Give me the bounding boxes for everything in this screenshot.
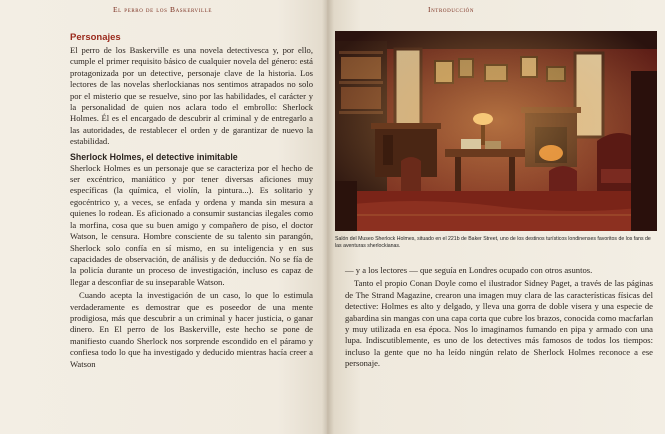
museum-parlor-photo <box>335 31 657 231</box>
paragraph: Tanto el propio Conan Doyle como el ilustrador Sidney Paget, a través de las páginas de The Strand Magazine, crearon una imagen muy clara de las características físicas del detective: Holmes es alto y delgado, y lleva una gorra de doble visera y una especie de gabardina sin mangas con una capa corta que cubre los brazos, conocida como macfarlan y muy utilizada en esa época. Nos lo imaginamos fumando en pipa y armado con una lupa. Indiscutiblemente, es uno de los detectives más famosos de todos los tiempos: incluso la gente que no ha leído ningún relato de Sherlock Holmes reconoce a ese personaje. <box>345 278 653 369</box>
left-text-column <box>70 32 313 370</box>
museum-parlor-illustration <box>335 31 657 231</box>
subsection-title: Sherlock Holmes, el detective inimitable <box>70 151 238 162</box>
right-page <box>327 0 665 434</box>
running-head-left: El perro de los Baskerville <box>113 5 212 14</box>
right-text-column <box>345 265 653 370</box>
left-page <box>0 0 327 434</box>
section-title: Personajes <box>70 32 121 43</box>
book-gutter <box>322 0 334 434</box>
paragraph: El perro de los Baskerville es una novela detectivesca y, por ello, cumple el primer requisito básico de cualquier novela del género: está protagonizada por un detective, personaje clave de la historia. Los lectores de las novelas sherlockianas nos sentimos atrapados no solo por el misterio que se resuelve, sino por las habilidades, el carácter y la personalidad de quien nos aclara todo el embrollo: Sherlock Holmes. Él es el encargado de descubrir al criminal y de entregarlo a las autoridades, de restablecer el orden y de garantizar de nuevo la estabilidad. <box>70 45 313 147</box>
running-head-right: Introducción <box>428 5 475 14</box>
photo-caption: Salón del Museo Sherlock Holmes, situado en el 221b de Baker Street, uno de los destinos turísticos londinenses favoritos de los fans de las aventuras sherlockianas. <box>335 236 651 249</box>
paragraph: Cuando acepta la investigación de un caso, lo que lo estimula verdaderamente es demostrar que es poseedor de una mente prodigiosa, más que descubrir a un criminal y hacer justicia, o ganar dinero. En El perro de los Baskerville, este hecho se pone de manifiesto cuando Sherlock nos sorprende escondido en el páramo y confiesa todo lo que ha investigado y deducido mientras hacía creer a Watson <box>70 290 313 369</box>
paragraph: Sherlock Holmes es un personaje que se caracteriza por el hecho de ser excéntrico, maniático y por tener diversas aficiones muy específicas (la química, el violín, la pintura...). Es solitario y egocéntrico y, a veces, se enfada y ordena y manda sin mesura a quienes lo rodean. Es aficionado a consumir sustancias ilegales como la morfina, cosa que su buen amigo y compañero de piso, el doctor Watson, le censura. Hombre consciente de su talento sin parangón, Sherlock solo confía en sí mismo, en su inteligencia y en sus capacidades de observación, de análisis y de deducción. No se fía de la policía durante un proceso de investigación, incluso es capaz de llegar a desconfiar de su inseparable Watson. <box>70 162 313 287</box>
paragraph: — y a los lectores — que seguía en Londres ocupado con otros asuntos. <box>345 265 593 275</box>
